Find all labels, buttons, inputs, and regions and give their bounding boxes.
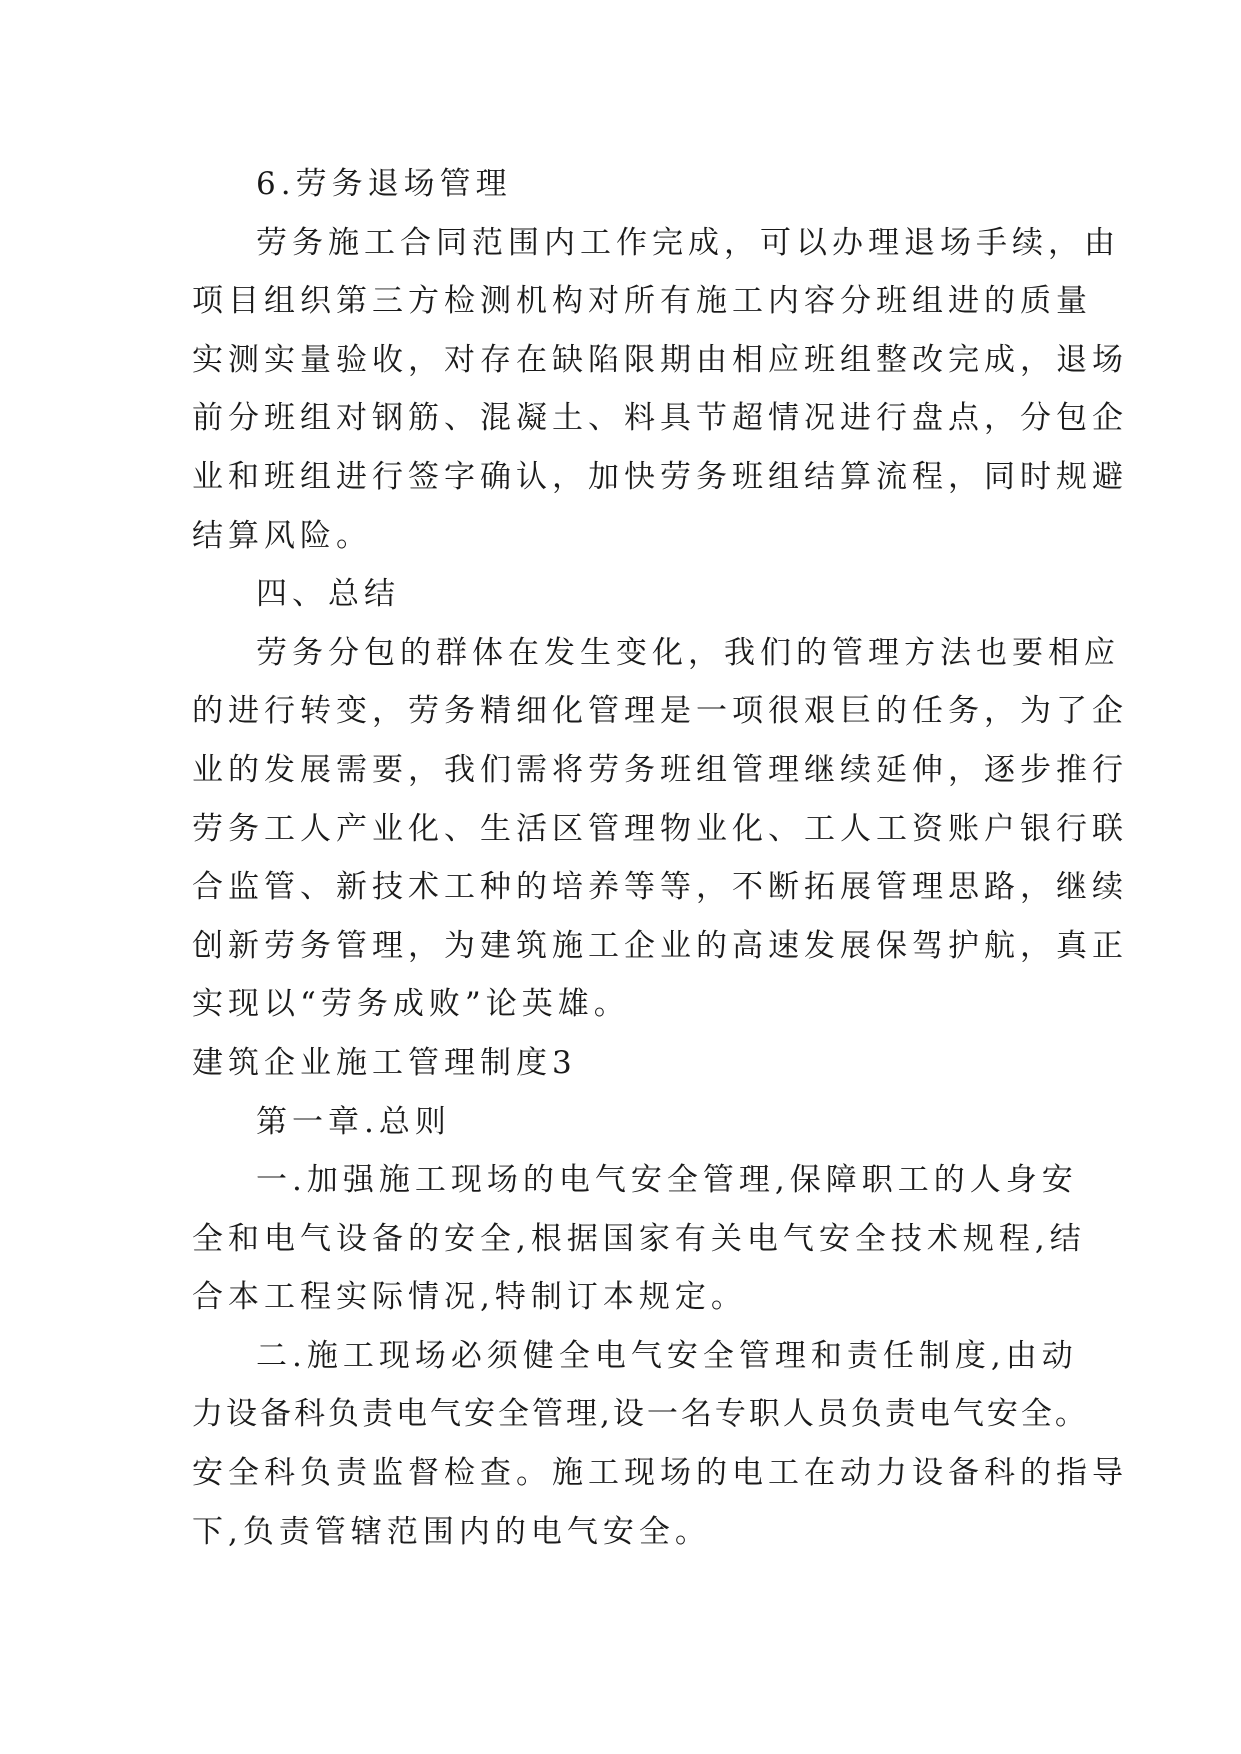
paragraph-line: 劳务分包的群体在发生变化，我们的管理方法也要相应 (256, 634, 1120, 671)
paragraph-line: 项目组织第三方检测机构对所有施工内容分班组进的质量 (192, 283, 1092, 320)
paragraph-line: 劳务施工合同范围内工作完成，可以办理退场手续，由 (256, 224, 1120, 261)
paragraph-line: 的进行转变，劳务精细化管理是一项很艰巨的任务，为了企 (192, 693, 1128, 730)
paragraph-line: 前分班组对钢筋、混凝土、料具节超情况进行盘点，分包企 (192, 400, 1128, 437)
paragraph-line: 全和电气设备的安全,根据国家有关电气安全技术规程,结 (192, 1220, 1086, 1257)
paragraph-line: 劳务工人产业化、生活区管理物业化、工人工资账户银行联 (192, 810, 1128, 847)
paragraph-line: 实现以“劳务成败”论英雄。 (192, 986, 630, 1023)
paragraph-line: 力设备科负责电气安全管理,设一名专职人员负责电气安全。 (192, 1396, 1089, 1433)
chapter-heading: 第一章.总则 (256, 1103, 451, 1140)
paragraph-line: 合本工程实际情况,特制订本规定。 (192, 1279, 747, 1316)
paragraph-line: 一.加强施工现场的电气安全管理,保障职工的人身安 (256, 1162, 1078, 1199)
paragraph-line: 安全科负责监督检查。施工现场的电工在动力设备科的指导 (192, 1455, 1128, 1492)
document-page (192, 155, 1128, 1561)
document-title: 建筑企业施工管理制度3 (192, 1044, 577, 1081)
section-heading-summary: 四、总结 (256, 576, 400, 613)
paragraph-line: 实测实量验收，对存在缺陷限期由相应班组整改完成，退场 (192, 341, 1128, 378)
paragraph-line: 结算风险。 (192, 517, 372, 554)
paragraph-line: 业的发展需要，我们需将劳务班组管理继续延伸，逐步推行 (192, 751, 1128, 788)
paragraph-line: 业和班组进行签字确认，加快劳务班组结算流程，同时规避 (192, 458, 1128, 495)
section-heading-6: 6.劳务退场管理 (256, 166, 512, 202)
paragraph-line: 创新劳务管理，为建筑施工企业的高速发展保驾护航，真正 (192, 927, 1128, 964)
paragraph-line: 二.施工现场必须健全电气安全管理和责任制度,由动 (256, 1337, 1078, 1374)
paragraph-line: 合监管、新技术工种的培养等等，不断拓展管理思路，继续 (192, 869, 1128, 906)
paragraph-line: 下,负责管辖范围内的电气安全。 (192, 1513, 711, 1550)
